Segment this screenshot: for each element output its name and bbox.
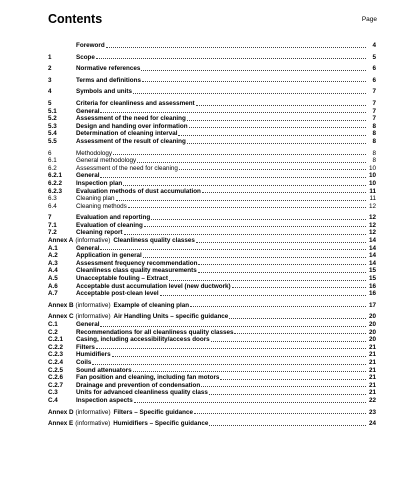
toc-entry-title: Cleaning methods: [76, 202, 127, 210]
toc-entry[interactable]: [48, 237, 376, 245]
toc-entry-page: 21: [368, 358, 376, 366]
dot-leader: [144, 226, 366, 227]
dot-leader: [134, 402, 366, 403]
toc-entry[interactable]: [48, 138, 376, 146]
page-column-label: Page: [361, 16, 377, 23]
toc-entry-number: 5.4: [48, 130, 57, 138]
toc-entry-page: 20: [368, 313, 376, 321]
dot-leader: [142, 81, 366, 82]
toc-entry-title: Assessment of the need for cleaning: [76, 115, 186, 123]
toc-annex-informative: (informative): [75, 301, 111, 309]
dot-leader: [209, 425, 366, 426]
toc-entry-page: 11: [369, 187, 376, 195]
dot-leader: [143, 257, 366, 258]
dot-leader: [96, 58, 366, 59]
toc-entry-title: Evaluation and reporting: [76, 214, 151, 222]
dot-leader: [211, 341, 366, 342]
toc-entry[interactable]: [48, 88, 376, 96]
toc-entry-title: Normative references: [76, 65, 141, 73]
toc-entry-title: Humidifiers: [76, 351, 111, 359]
toc-entry-title: Assessment frequency recommendation: [76, 259, 198, 267]
toc-entry-title: Coils: [76, 358, 92, 366]
toc-entry-number: 1: [48, 53, 52, 61]
dot-leader: [141, 70, 366, 71]
toc-entry-number: 7: [48, 214, 52, 222]
dot-leader: [201, 386, 366, 387]
toc-entry-number: C.2.3: [48, 351, 64, 359]
toc-entry-page: 6: [372, 65, 376, 73]
toc-entry-title: Sound attenuators: [76, 366, 132, 374]
toc-entry-page: 15: [368, 267, 376, 275]
toc-entry-page: 20: [368, 328, 376, 336]
toc-entry-number: 7.2: [48, 229, 57, 237]
table-of-contents: [48, 42, 376, 428]
toc-entry-title: Recommendations for all cleanliness quality classes: [76, 328, 234, 336]
toc-entry[interactable]: [48, 172, 376, 180]
toc-entry-number: A.5: [48, 275, 58, 283]
toc-entry-title: Inspection aspects: [76, 396, 133, 404]
dot-leader: [209, 394, 366, 395]
toc-entry[interactable]: [48, 157, 376, 165]
toc-entry-page: 16: [368, 282, 376, 290]
dot-leader: [100, 112, 366, 113]
dot-leader: [220, 379, 366, 380]
toc-entry-number: 6.2.2: [48, 179, 63, 187]
toc-annex-informative: (informative): [75, 313, 111, 321]
toc-entry-title: Scope: [76, 53, 95, 61]
toc-entry-number: C.2: [48, 328, 58, 336]
toc-entry-number: A.2: [48, 252, 58, 260]
toc-entry-number: 6: [48, 149, 52, 157]
toc-entry-title: Cleanliness class quality measurements: [76, 267, 197, 275]
dot-leader: [133, 371, 366, 372]
toc-entry-page: 8: [372, 149, 376, 157]
toc-annex-label: Annex E: [48, 420, 74, 428]
toc-entry-page: 10: [368, 179, 376, 187]
toc-entry-page: 20: [368, 336, 376, 344]
dot-leader: [92, 364, 366, 365]
toc-entry-page: 16: [368, 290, 376, 298]
toc-entry-title: Criteria for cleanliness and assessment: [76, 99, 195, 107]
toc-entry-title: Design and handing over information: [76, 122, 188, 130]
toc-entry[interactable]: [48, 302, 376, 310]
dot-leader: [190, 306, 366, 307]
toc-entry[interactable]: [48, 165, 376, 173]
toc-entry-number: C.2.7: [48, 381, 64, 389]
dot-leader: [169, 280, 366, 281]
toc-entry[interactable]: [48, 188, 376, 196]
toc-entry[interactable]: [48, 409, 376, 417]
dot-leader: [229, 318, 366, 319]
toc-entry-page: 22: [368, 396, 376, 404]
toc-entry-title: General methodology: [76, 157, 137, 165]
toc-entry-page: 12: [368, 202, 376, 210]
toc-entry-page: 6: [372, 76, 376, 84]
toc-entry[interactable]: [48, 260, 376, 268]
toc-annex-informative: (informative): [75, 408, 111, 416]
toc-entry[interactable]: [48, 283, 376, 291]
toc-entry[interactable]: [48, 275, 376, 283]
dot-leader: [100, 249, 366, 250]
toc-entry-number: C.2.4: [48, 358, 64, 366]
toc-entry-page: 12: [368, 221, 376, 229]
toc-annex-label: Annex B: [48, 301, 74, 309]
toc-entry-number: 6.2.3: [48, 187, 63, 195]
toc-entry-title: Symbols and units: [76, 88, 132, 96]
toc-entry[interactable]: [48, 267, 376, 275]
toc-entry-number: C.1: [48, 321, 58, 328]
toc-entry-page: 14: [368, 237, 376, 245]
dot-leader: [160, 295, 366, 296]
toc-entry-title: Methodology: [76, 149, 113, 157]
dot-leader: [187, 143, 366, 144]
dot-leader: [198, 272, 366, 273]
toc-entry-title: Air Handling Units – specific guidance: [113, 313, 229, 321]
toc-entry-title: General: [76, 172, 100, 180]
toc-annex-label: Annex C: [48, 313, 74, 321]
toc-entry[interactable]: [48, 123, 376, 131]
toc-entry[interactable]: [48, 65, 376, 73]
toc-entry-title: Unacceptable fouling – Extract: [76, 275, 169, 283]
dot-leader: [116, 200, 366, 201]
toc-entry-number: 5.5: [48, 137, 57, 145]
toc-entry-number: C.3: [48, 389, 58, 397]
toc-entry-title: Evaluation of cleaning: [76, 221, 143, 229]
toc-entry-number: 5.3: [48, 122, 57, 130]
toc-entry-number: 4: [48, 88, 52, 96]
toc-entry-page: 23: [368, 408, 376, 416]
toc-entry[interactable]: [48, 229, 376, 237]
toc-entry[interactable]: [48, 222, 376, 230]
toc-entry[interactable]: [48, 108, 376, 116]
toc-entry-page: 10: [368, 172, 376, 180]
toc-entry[interactable]: [48, 150, 376, 158]
toc-annex-informative: (informative): [75, 237, 111, 245]
dot-leader: [137, 162, 366, 163]
toc-entry[interactable]: [48, 180, 376, 188]
toc-entry[interactable]: [48, 374, 376, 382]
toc-entry-title: Cleaning plan: [76, 195, 115, 203]
toc-entry-page: 14: [368, 244, 376, 252]
toc-entry[interactable]: [48, 245, 376, 253]
toc-entry-page: 11: [369, 195, 376, 203]
toc-entry-page: 20: [368, 321, 376, 328]
toc-entry-title: Filters – Specific guidance: [113, 408, 193, 416]
toc-entry-page: 15: [368, 275, 376, 283]
toc-entry[interactable]: [48, 389, 376, 397]
toc-entry-number: C.2.1: [48, 336, 64, 344]
toc-entry-number: 5.1: [48, 107, 57, 115]
toc-entry[interactable]: [48, 252, 376, 260]
toc-entry-page: 21: [368, 351, 376, 359]
dot-leader: [112, 356, 366, 357]
toc-entry-number: 6.4: [48, 202, 57, 210]
toc-entry[interactable]: [48, 42, 376, 50]
toc-entry-title: Evaluation methods of dust accumulation: [76, 187, 201, 195]
dot-leader: [123, 185, 366, 186]
toc-entry-number: C.2.2: [48, 343, 64, 351]
toc-entry-page: 8: [372, 137, 376, 145]
dot-leader: [194, 413, 366, 414]
dot-leader: [189, 127, 366, 128]
toc-entry[interactable]: [48, 203, 376, 211]
toc-entry-page: 24: [368, 420, 376, 428]
dot-leader: [113, 154, 366, 155]
toc-entry-page: 21: [368, 366, 376, 374]
toc-entry-title: Foreword: [76, 42, 105, 49]
toc-entry-number: 6.3: [48, 195, 57, 203]
dot-leader: [151, 219, 366, 220]
toc-entry-title: Example of cleaning plan: [113, 301, 190, 309]
toc-entry[interactable]: [48, 214, 376, 222]
toc-annex-label: Annex A: [48, 237, 74, 245]
toc-annex-informative: (informative): [75, 420, 111, 428]
dot-leader: [100, 326, 366, 327]
toc-entry-page: 5: [372, 53, 376, 61]
toc-entry-number: A.7: [48, 290, 58, 298]
toc-entry-page: 10: [368, 164, 376, 172]
dot-leader: [187, 120, 366, 121]
toc-entry-number: 6.2: [48, 164, 57, 172]
toc-entry-title: Drainage and prevention of condensation: [76, 381, 201, 389]
dot-leader: [232, 287, 366, 288]
toc-entry-page: 4: [372, 42, 376, 49]
toc-entry[interactable]: [48, 397, 376, 405]
toc-entry-page: 7: [372, 107, 376, 115]
dot-leader: [234, 333, 366, 334]
toc-entry[interactable]: [48, 54, 376, 62]
dot-leader: [179, 169, 366, 170]
toc-entry-page: 7: [372, 115, 376, 123]
toc-entry[interactable]: [48, 359, 376, 367]
page-title: Contents: [48, 12, 103, 26]
toc-entry-page: 8: [372, 130, 376, 138]
toc-annex-label: Annex D: [48, 408, 74, 416]
toc-entry-title: Humidifiers – Specific guidance: [113, 420, 209, 428]
toc-entry[interactable]: [48, 77, 376, 85]
toc-entry-number: 6.2.1: [48, 172, 63, 180]
toc-entry-page: 8: [372, 122, 376, 130]
toc-entry[interactable]: [48, 336, 376, 344]
toc-entry[interactable]: [48, 382, 376, 390]
dot-leader: [96, 348, 366, 349]
toc-entry-number: C.2.6: [48, 374, 64, 382]
dot-leader: [178, 135, 366, 136]
toc-entry[interactable]: [48, 420, 376, 428]
toc-entry-page: 14: [368, 259, 376, 267]
toc-entry-page: 8: [372, 157, 376, 165]
toc-entry-title: Cleaning report: [76, 229, 123, 237]
dot-leader: [106, 47, 366, 48]
toc-entry-title: Determination of cleaning interval: [76, 130, 178, 138]
toc-entry-page: 12: [368, 229, 376, 237]
toc-entry-page: 17: [368, 301, 376, 309]
toc-entry[interactable]: [48, 100, 376, 108]
toc-entry-number: 5: [48, 99, 52, 107]
toc-entry-title: Assessment of the need for cleaning: [76, 164, 178, 172]
toc-entry-page: 21: [368, 381, 376, 389]
toc-entry[interactable]: [48, 115, 376, 123]
toc-entry-title: General: [76, 321, 100, 328]
toc-entry-page: 12: [368, 214, 376, 222]
toc-entry-number: C.4: [48, 396, 58, 404]
toc-entry-page: 7: [372, 88, 376, 96]
dot-leader: [100, 177, 366, 178]
toc-entry-number: 6.1: [48, 157, 57, 165]
dot-leader: [198, 264, 366, 265]
toc-entry-page: 21: [368, 343, 376, 351]
toc-entry[interactable]: [48, 290, 376, 298]
toc-entry-title: General: [76, 244, 100, 252]
toc-entry[interactable]: [48, 344, 376, 352]
toc-entry-title: Assessment of the result of cleaning: [76, 137, 186, 145]
toc-entry-number: A.4: [48, 267, 58, 275]
toc-entry-page: 7: [372, 99, 376, 107]
toc-entry-number: A.6: [48, 282, 58, 290]
toc-entry-title: Casing, including accessibility/access doors: [76, 336, 210, 344]
toc-entry-title: Fan position and cleaning, including fan motors: [76, 374, 220, 382]
dot-leader: [196, 105, 366, 106]
toc-entry[interactable]: [48, 195, 376, 203]
toc-entry-title: Filters: [76, 343, 95, 351]
toc-entry-title: Inspection plan: [76, 179, 123, 187]
toc-entry-number: 3: [48, 76, 52, 84]
dot-leader: [202, 192, 366, 193]
toc-entry[interactable]: [48, 367, 376, 375]
toc-entry[interactable]: [48, 130, 376, 138]
toc-entry[interactable]: [48, 321, 376, 329]
toc-entry[interactable]: [48, 313, 376, 321]
toc-entry-title: Cleanliness quality classes: [113, 237, 195, 245]
toc-entry[interactable]: [48, 329, 376, 337]
toc-entry-number: 2: [48, 65, 52, 73]
toc-entry-number: A.3: [48, 259, 58, 267]
toc-entry-page: 21: [368, 389, 376, 397]
dot-leader: [133, 93, 366, 94]
toc-entry-page: 21: [368, 374, 376, 382]
dot-leader: [124, 234, 366, 235]
toc-entry-page: 14: [368, 252, 376, 260]
toc-entry-title: Terms and definitions: [76, 76, 141, 84]
dot-leader: [196, 242, 366, 243]
toc-entry-number: C.2.5: [48, 366, 64, 374]
toc-entry-number: A.1: [48, 244, 58, 252]
toc-entry-number: 5.2: [48, 115, 57, 123]
toc-entry[interactable]: [48, 351, 376, 359]
toc-entry-title: Application in general: [76, 252, 142, 260]
toc-entry-title: General: [76, 107, 100, 115]
toc-entry-number: 7.1: [48, 221, 57, 229]
toc-entry-title: Acceptable dust accumulation level (new ductwork): [76, 282, 231, 290]
toc-entry-title: Units for advanced cleanliness quality class: [76, 389, 208, 397]
toc-entry-title: Acceptable post-clean level: [76, 290, 159, 298]
dot-leader: [128, 207, 366, 208]
